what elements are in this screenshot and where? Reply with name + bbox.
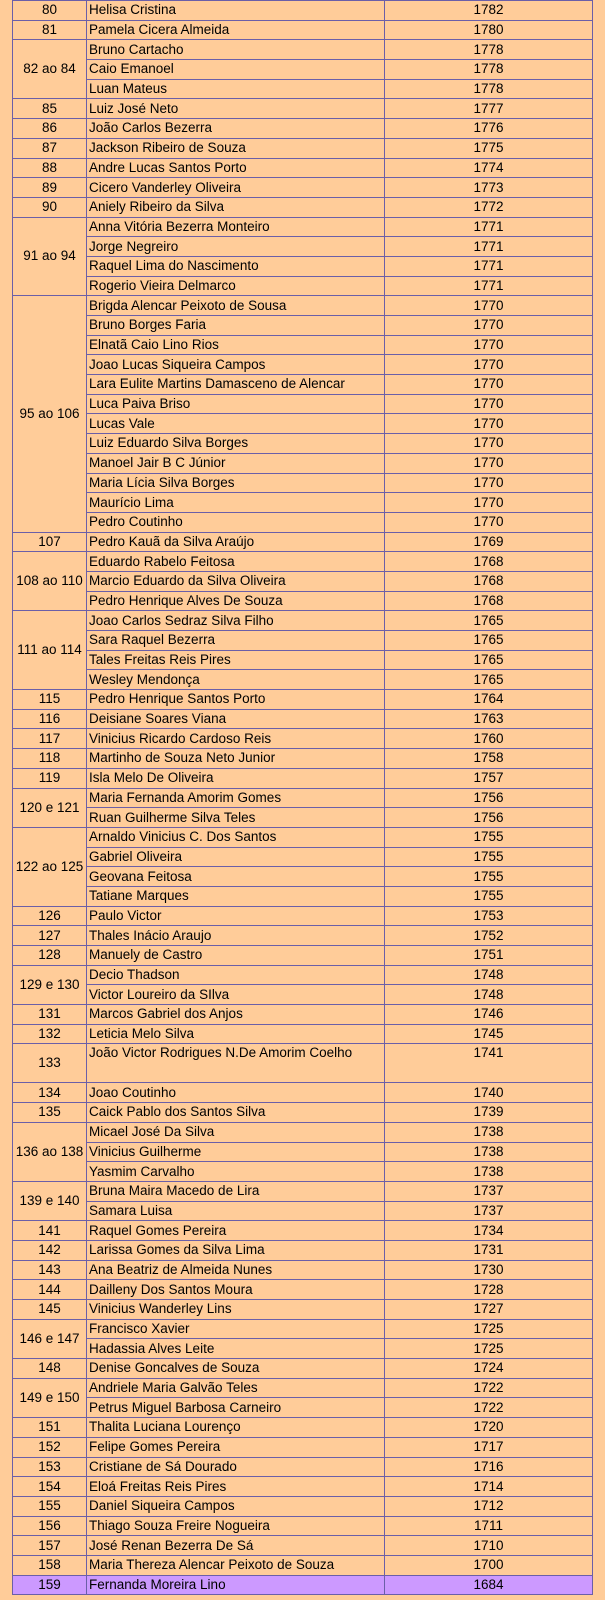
name-cell: Joao Carlos Sedraz Silva Filho (87, 611, 385, 631)
rank-cell: 145 (13, 1300, 87, 1320)
name-cell: Jackson Ribeiro de Souza (87, 138, 385, 158)
rank-cell: 157 (13, 1536, 87, 1556)
score-cell: 1684 (385, 1575, 593, 1595)
rank-cell: 128 (13, 946, 87, 966)
rank-cell: 95 ao 106 (13, 296, 87, 532)
score-cell: 1712 (385, 1496, 593, 1516)
name-cell: Larissa Gomes da Silva Lima (87, 1240, 385, 1260)
name-cell: Luiz Eduardo Silva Borges (87, 434, 385, 454)
rank-cell: 153 (13, 1457, 87, 1477)
name-cell: Maria Lícia Silva Borges (87, 473, 385, 493)
rank-cell: 90 (13, 197, 87, 217)
name-cell: Tales Freitas Reis Pires (87, 650, 385, 670)
name-cell: Ruan Guilherme Silva Teles (87, 808, 385, 828)
rank-cell: 158 (13, 1555, 87, 1575)
score-cell: 1770 (385, 355, 593, 375)
table-row (13, 414, 593, 434)
name-cell: Vinicius Ricardo Cardoso Reis (87, 729, 385, 749)
score-cell: 1714 (385, 1477, 593, 1497)
rank-cell: 108 ao 110 (13, 552, 87, 611)
rank-cell: 139 e 140 (13, 1181, 87, 1220)
name-cell: Lara Eulite Martins Damasceno de Alencar (87, 375, 385, 395)
name-cell: José Renan Bezerra De Sá (87, 1536, 385, 1556)
table-row (13, 394, 593, 414)
name-cell: Isla Melo De Oliveira (87, 768, 385, 788)
score-cell: 1737 (385, 1201, 593, 1221)
score-cell: 1770 (385, 493, 593, 513)
score-cell: 1768 (385, 552, 593, 572)
score-cell: 1716 (385, 1457, 593, 1477)
rank-cell: 111 ao 114 (13, 611, 87, 690)
table-row (13, 808, 593, 828)
name-cell: Dailleny Dos Santos Moura (87, 1280, 385, 1300)
score-cell: 1765 (385, 611, 593, 631)
table-row (13, 1044, 593, 1083)
rank-cell: 151 (13, 1418, 87, 1438)
table-row (13, 158, 593, 178)
name-cell: Eloá Freitas Reis Pires (87, 1477, 385, 1497)
table-row (13, 453, 593, 473)
table-row (13, 296, 593, 316)
name-cell: Cristiane de Sá Dourado (87, 1457, 385, 1477)
name-cell: Caio Emanoel (87, 60, 385, 80)
name-cell: Yasmim Carvalho (87, 1162, 385, 1182)
ranking-table-body (13, 1, 593, 1595)
rank-cell: 120 e 121 (13, 788, 87, 827)
name-cell: Manuely de Castro (87, 946, 385, 966)
table-row (13, 1457, 593, 1477)
table-row (13, 788, 593, 808)
table-row (13, 119, 593, 139)
name-cell: Helisa Cristina (87, 1, 385, 21)
score-cell: 1770 (385, 512, 593, 532)
name-cell: Bruno Cartacho (87, 40, 385, 60)
rank-cell: 149 e 150 (13, 1378, 87, 1417)
table-row (13, 1319, 593, 1339)
score-cell: 1700 (385, 1555, 593, 1575)
score-cell: 1776 (385, 119, 593, 139)
table-row (13, 1024, 593, 1044)
name-cell: Pedro Coutinho (87, 512, 385, 532)
score-cell: 1772 (385, 197, 593, 217)
name-cell: Martinho de Souza Neto Junior (87, 749, 385, 769)
name-cell: Eduardo Rabelo Feitosa (87, 552, 385, 572)
score-cell: 1774 (385, 158, 593, 178)
name-cell: Bruno Borges Faria (87, 316, 385, 336)
score-cell: 1778 (385, 40, 593, 60)
table-row (13, 1378, 593, 1398)
name-cell: Thiago Souza Freire Nogueira (87, 1516, 385, 1536)
score-cell: 1770 (385, 473, 593, 493)
rank-cell: 82 ao 84 (13, 40, 87, 99)
table-row (13, 217, 593, 237)
rank-cell: 133 (13, 1044, 87, 1083)
name-cell: Bruna Maira Macedo de Lira (87, 1181, 385, 1201)
table-row (13, 316, 593, 336)
table-row (13, 1280, 593, 1300)
rank-cell: 129 e 130 (13, 965, 87, 1004)
name-cell: Raquel Lima do Nascimento (87, 256, 385, 276)
name-cell: Manoel Jair B C Júnior (87, 453, 385, 473)
name-cell: Geovana Feitosa (87, 867, 385, 887)
score-cell: 1730 (385, 1260, 593, 1280)
table-row (13, 355, 593, 375)
rank-cell: 122 ao 125 (13, 827, 87, 906)
right-margin (593, 0, 605, 1600)
score-cell: 1738 (385, 1142, 593, 1162)
score-cell: 1780 (385, 20, 593, 40)
name-cell: Marcos Gabriel dos Anjos (87, 1005, 385, 1025)
score-cell: 1751 (385, 946, 593, 966)
table-row (13, 1575, 593, 1595)
table-row (13, 847, 593, 867)
name-cell: Anna Vitória Bezerra Monteiro (87, 217, 385, 237)
name-cell: Arnaldo Vinicius C. Dos Santos (87, 827, 385, 847)
table-row (13, 237, 593, 257)
name-cell: Wesley Mendonça (87, 670, 385, 690)
name-cell: Micael José Da Silva (87, 1122, 385, 1142)
score-cell: 1770 (385, 394, 593, 414)
rank-cell: 134 (13, 1083, 87, 1103)
score-cell: 1755 (385, 847, 593, 867)
score-cell: 1771 (385, 237, 593, 257)
rank-cell: 116 (13, 709, 87, 729)
table-row (13, 827, 593, 847)
rank-cell: 89 (13, 178, 87, 198)
table-row (13, 729, 593, 749)
score-cell: 1727 (385, 1300, 593, 1320)
name-cell: Paulo Victor (87, 906, 385, 926)
score-cell: 1770 (385, 296, 593, 316)
score-cell: 1778 (385, 60, 593, 80)
rank-cell: 144 (13, 1280, 87, 1300)
table-row (13, 867, 593, 887)
score-cell: 1725 (385, 1319, 593, 1339)
score-cell: 1770 (385, 453, 593, 473)
table-row (13, 591, 593, 611)
score-cell: 1771 (385, 276, 593, 296)
table-row (13, 1418, 593, 1438)
rank-cell: 107 (13, 532, 87, 552)
rank-cell: 81 (13, 20, 87, 40)
rank-cell: 117 (13, 729, 87, 749)
name-cell: Jorge Negreiro (87, 237, 385, 257)
table-row (13, 1181, 593, 1201)
table-row (13, 532, 593, 552)
rank-cell: 143 (13, 1260, 87, 1280)
table-row (13, 1260, 593, 1280)
name-cell: João Carlos Bezerra (87, 119, 385, 139)
table-row (13, 886, 593, 906)
table-row (13, 690, 593, 710)
table-row (13, 1555, 593, 1575)
score-cell: 1711 (385, 1516, 593, 1536)
table-row (13, 1339, 593, 1359)
table-row (13, 552, 593, 572)
rank-cell: 141 (13, 1221, 87, 1241)
score-cell: 1768 (385, 591, 593, 611)
score-cell: 1763 (385, 709, 593, 729)
table-row (13, 926, 593, 946)
score-cell: 1731 (385, 1240, 593, 1260)
table-row (13, 946, 593, 966)
rank-cell: 127 (13, 926, 87, 946)
name-cell: Victor Loureiro da SIlva (87, 985, 385, 1005)
rank-cell: 86 (13, 119, 87, 139)
score-cell: 1765 (385, 650, 593, 670)
score-cell: 1768 (385, 571, 593, 591)
table-row (13, 1359, 593, 1379)
table-row (13, 40, 593, 60)
score-cell: 1764 (385, 690, 593, 710)
table-row (13, 965, 593, 985)
score-cell: 1778 (385, 79, 593, 99)
name-cell: Pedro Kauã da Silva Araújo (87, 532, 385, 552)
name-cell: Maria Thereza Alencar Peixoto de Souza (87, 1555, 385, 1575)
table-row (13, 20, 593, 40)
score-cell: 1740 (385, 1083, 593, 1103)
name-cell: Caick Pablo dos Santos Silva (87, 1103, 385, 1123)
score-cell: 1738 (385, 1122, 593, 1142)
name-cell: Leticia Melo Silva (87, 1024, 385, 1044)
rank-cell: 91 ao 94 (13, 217, 87, 296)
rank-cell: 154 (13, 1477, 87, 1497)
name-cell: Maurício Lima (87, 493, 385, 513)
table-row (13, 1122, 593, 1142)
table-row (13, 571, 593, 591)
score-cell: 1724 (385, 1359, 593, 1379)
table-row (13, 906, 593, 926)
table-row (13, 60, 593, 80)
table-row (13, 1300, 593, 1320)
table-row (13, 335, 593, 355)
rank-cell: 136 ao 138 (13, 1122, 87, 1181)
name-cell: Deisiane Soares Viana (87, 709, 385, 729)
name-cell: Ana Beatriz de Almeida Nunes (87, 1260, 385, 1280)
rank-cell: 126 (13, 906, 87, 926)
score-cell: 1775 (385, 138, 593, 158)
score-cell: 1717 (385, 1437, 593, 1457)
name-cell: Joao Coutinho (87, 1083, 385, 1103)
score-cell: 1722 (385, 1378, 593, 1398)
table-row (13, 1437, 593, 1457)
table-row (13, 1536, 593, 1556)
score-cell: 1752 (385, 926, 593, 946)
rank-cell: 159 (13, 1575, 87, 1595)
table-row (13, 375, 593, 395)
score-cell: 1770 (385, 335, 593, 355)
score-cell: 1773 (385, 178, 593, 198)
table-row (13, 1162, 593, 1182)
name-cell: Thales Inácio Araujo (87, 926, 385, 946)
name-cell: Marcio Eduardo da Silva Oliveira (87, 571, 385, 591)
score-cell: 1756 (385, 808, 593, 828)
rank-cell: 142 (13, 1240, 87, 1260)
name-cell: Vinicius Guilherme (87, 1142, 385, 1162)
table-row (13, 985, 593, 1005)
rank-cell: 156 (13, 1516, 87, 1536)
score-cell: 1770 (385, 414, 593, 434)
table-row (13, 256, 593, 276)
name-cell: Pedro Henrique Santos Porto (87, 690, 385, 710)
name-cell: Luiz José Neto (87, 99, 385, 119)
table-row (13, 611, 593, 631)
name-cell: Luan Mateus (87, 79, 385, 99)
rank-cell: 119 (13, 768, 87, 788)
table-row (13, 512, 593, 532)
score-cell: 1770 (385, 316, 593, 336)
table-row (13, 434, 593, 454)
score-cell: 1758 (385, 749, 593, 769)
score-cell: 1710 (385, 1536, 593, 1556)
score-cell: 1756 (385, 788, 593, 808)
score-cell: 1739 (385, 1103, 593, 1123)
table-row (13, 473, 593, 493)
rank-cell: 115 (13, 690, 87, 710)
name-cell: Pamela Cicera Almeida (87, 20, 385, 40)
name-cell: Vinicius Wanderley Lins (87, 1300, 385, 1320)
table-row (13, 1, 593, 21)
table-row (13, 768, 593, 788)
rank-cell: 155 (13, 1496, 87, 1516)
score-cell: 1745 (385, 1024, 593, 1044)
score-cell: 1728 (385, 1280, 593, 1300)
score-cell: 1770 (385, 434, 593, 454)
score-cell: 1769 (385, 532, 593, 552)
rank-cell: 87 (13, 138, 87, 158)
name-cell: Gabriel Oliveira (87, 847, 385, 867)
score-cell: 1720 (385, 1418, 593, 1438)
name-cell: Tatiane Marques (87, 886, 385, 906)
score-cell: 1765 (385, 670, 593, 690)
rank-cell: 132 (13, 1024, 87, 1044)
rank-cell: 148 (13, 1359, 87, 1379)
name-cell: Raquel Gomes Pereira (87, 1221, 385, 1241)
table-row (13, 631, 593, 651)
table-row (13, 1496, 593, 1516)
table-row (13, 1201, 593, 1221)
name-cell: Rogerio Vieira Delmarco (87, 276, 385, 296)
table-row (13, 138, 593, 158)
name-cell: Joao Lucas Siqueira Campos (87, 355, 385, 375)
score-cell: 1737 (385, 1181, 593, 1201)
table-row (13, 79, 593, 99)
score-cell: 1777 (385, 99, 593, 119)
score-cell: 1760 (385, 729, 593, 749)
score-cell: 1738 (385, 1162, 593, 1182)
table-row (13, 178, 593, 198)
name-cell: Andriele Maria Galvão Teles (87, 1378, 385, 1398)
table-row (13, 650, 593, 670)
name-cell: Fernanda Moreira Lino (87, 1575, 385, 1595)
score-cell: 1748 (385, 965, 593, 985)
name-cell: João Victor Rodrigues N.De Amorim Coelho (87, 1044, 385, 1083)
name-cell: Felipe Gomes Pereira (87, 1437, 385, 1457)
name-cell: Pedro Henrique Alves De Souza (87, 591, 385, 611)
score-cell: 1722 (385, 1398, 593, 1418)
rank-cell: 146 e 147 (13, 1319, 87, 1358)
table-row (13, 1398, 593, 1418)
left-margin (0, 0, 12, 1600)
score-cell: 1771 (385, 217, 593, 237)
name-cell: Denise Goncalves de Souza (87, 1359, 385, 1379)
name-cell: Aniely Ribeiro da Silva (87, 197, 385, 217)
name-cell: Sara Raquel Bezerra (87, 631, 385, 651)
table-row (13, 1221, 593, 1241)
name-cell: Decio Thadson (87, 965, 385, 985)
rank-cell: 88 (13, 158, 87, 178)
score-cell: 1725 (385, 1339, 593, 1359)
score-cell: 1734 (385, 1221, 593, 1241)
score-cell: 1755 (385, 827, 593, 847)
rank-cell: 131 (13, 1005, 87, 1025)
name-cell: Brigda Alencar Peixoto de Sousa (87, 296, 385, 316)
name-cell: Luca Paiva Briso (87, 394, 385, 414)
score-cell: 1748 (385, 985, 593, 1005)
ranking-table (12, 0, 593, 1595)
rank-cell: 80 (13, 1, 87, 21)
score-cell: 1757 (385, 768, 593, 788)
name-cell: Maria Fernanda Amorim Gomes (87, 788, 385, 808)
score-cell: 1755 (385, 886, 593, 906)
table-row (13, 1516, 593, 1536)
score-cell: 1741 (385, 1044, 593, 1083)
rank-cell: 152 (13, 1437, 87, 1457)
rank-cell: 118 (13, 749, 87, 769)
table-row (13, 276, 593, 296)
name-cell: Petrus Miguel Barbosa Carneiro (87, 1398, 385, 1418)
rank-cell: 85 (13, 99, 87, 119)
name-cell: Francisco Xavier (87, 1319, 385, 1339)
score-cell: 1746 (385, 1005, 593, 1025)
name-cell: Cicero Vanderley Oliveira (87, 178, 385, 198)
table-row (13, 709, 593, 729)
name-cell: Elnatã Caio Lino Rios (87, 335, 385, 355)
score-cell: 1771 (385, 256, 593, 276)
name-cell: Daniel Siqueira Campos (87, 1496, 385, 1516)
name-cell: Andre Lucas Santos Porto (87, 158, 385, 178)
score-cell: 1765 (385, 631, 593, 651)
table-row (13, 749, 593, 769)
table-row (13, 1142, 593, 1162)
table-row (13, 99, 593, 119)
table-row (13, 1083, 593, 1103)
name-cell: Samara Luisa (87, 1201, 385, 1221)
name-cell: Hadassia Alves Leite (87, 1339, 385, 1359)
table-row (13, 1005, 593, 1025)
name-cell: Thalita Luciana Lourenço (87, 1418, 385, 1438)
score-cell: 1782 (385, 1, 593, 21)
score-cell: 1753 (385, 906, 593, 926)
table-row (13, 670, 593, 690)
rank-cell: 135 (13, 1103, 87, 1123)
table-row (13, 197, 593, 217)
table-row (13, 493, 593, 513)
table-row (13, 1477, 593, 1497)
table-row (13, 1103, 593, 1123)
name-cell: Lucas Vale (87, 414, 385, 434)
score-cell: 1770 (385, 375, 593, 395)
score-cell: 1755 (385, 867, 593, 887)
table-row (13, 1240, 593, 1260)
